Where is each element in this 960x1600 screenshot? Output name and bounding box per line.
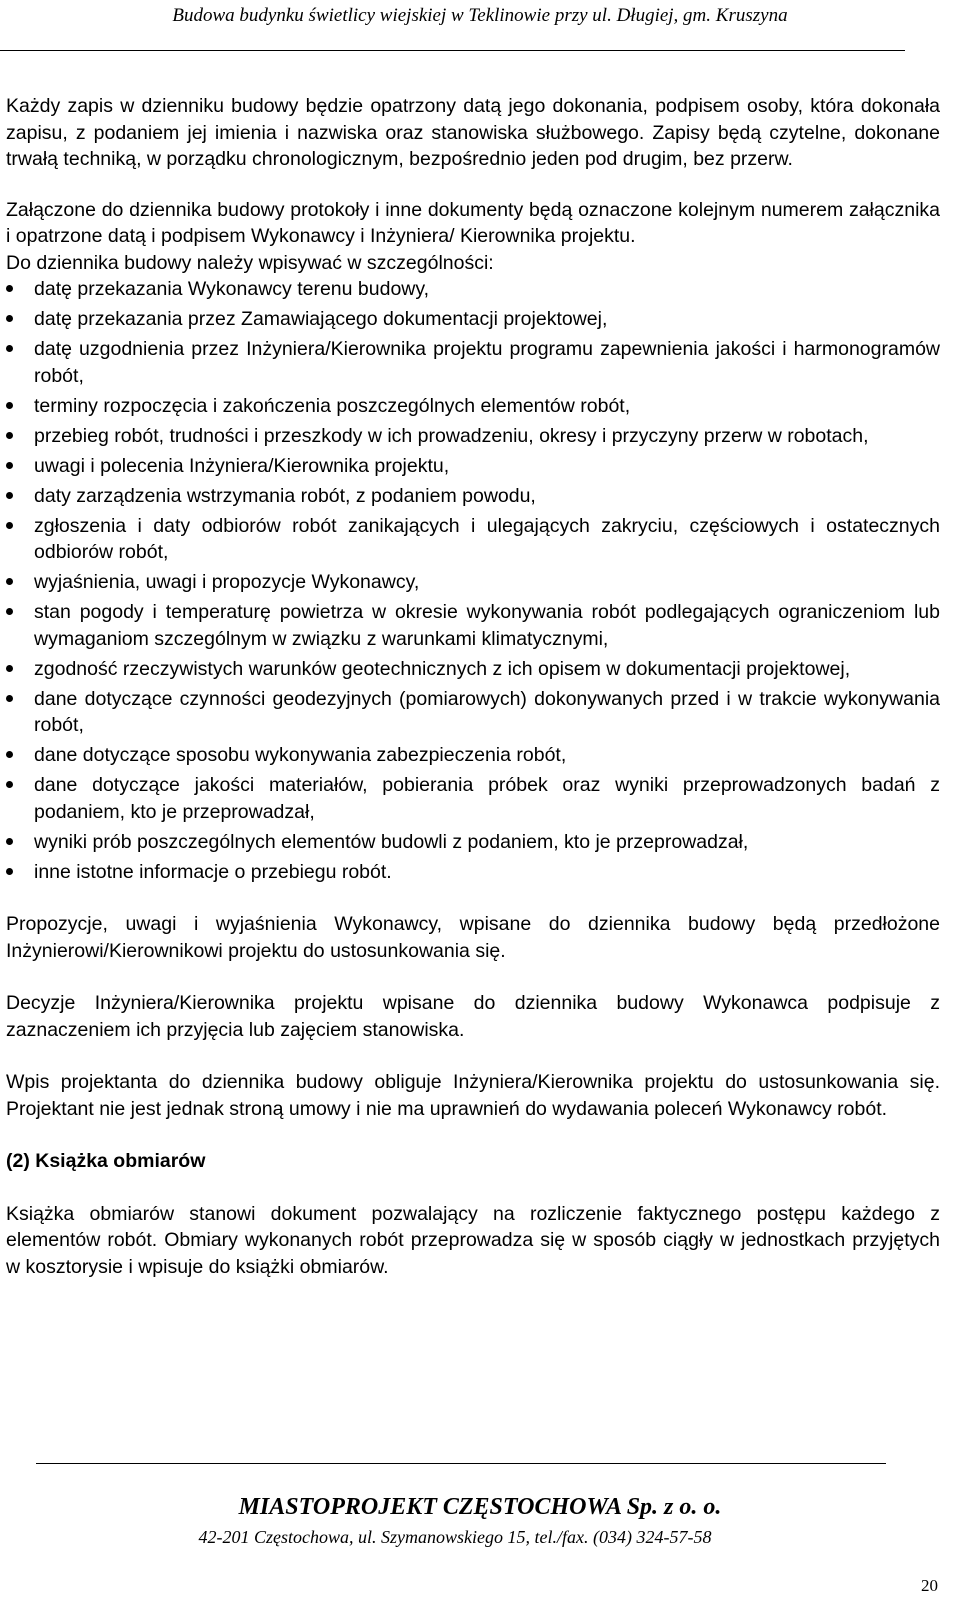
bullet-list-item [6,599,940,652]
bullet-list-item [6,742,940,769]
bullet-dot-icon [6,695,13,702]
bullet-text: datę przekazania Wykonawcy terenu budowy, [34,278,430,300]
bullet-list-item [6,513,940,566]
page-header-title: Budowa budynku świetlicy wiejskiej w Teklinowie przy ul. Długiej, gm. Kruszyna [172,5,788,26]
bullet-dot-icon [6,315,13,322]
bullet-text: uwagi i polecenia Inżyniera/Kierownika projektu, [34,454,450,477]
bullet-text: dane dotyczące sposobu wykonywania zabezpieczenia robót, [34,744,567,766]
bullet-text: zgodność rzeczywistych warunków geotechnicznych z ich opisem w dokumentacji projektowej, [34,657,851,680]
bullet-list-item [6,686,940,739]
paragraph-designer-entry: Wpis projektanta do dziennika budowy obliguje Inżyniera/Kierownika projektu do ustosunkowania się. Projektant nie jest jednak stroną umowy i nie ma uprawnień do wydawania poleceń Wykonawcy robót. [6,1071,940,1120]
bullet-list-item [6,656,940,683]
bullet-text: daty zarządzenia wstrzymania robót, z podaniem powodu, [34,484,536,507]
bullet-list-item [6,569,940,596]
footer-company-name: MIASTOPROJEKT CZĘSTOCHOWA Sp. z o. o. [238,1494,722,1520]
document-body [6,93,940,1280]
paragraph-decisions: Decyzje Inżyniera/Kierownika projektu wpisane do dziennika budowy Wykonawca podpisuje z zaznaczeniem ich przyjęcia lub zajęciem stanowiska. [6,992,940,1041]
bullet-dot-icon [6,751,13,758]
bullet-text: przebieg robót, trudności i przeszkody w ich prowadzeniu, okresy i przyczyny przerw w robotach, [34,424,869,447]
bullet-text: dane dotyczące jakości materiałów, pobierania próbek oraz wyniki przeprowadzonych badań z podaniem, kto je przeprowadzał, [34,774,940,823]
bullet-text: inne istotne informacje o przebiegu robót. [34,860,392,883]
footer-address: 42-201 Częstochowa, ul. Szymanowskiego 15, tel./fax. (034) 324-57-58 [198,1527,712,1547]
bullet-list-item [6,829,940,856]
entries-bullet-list [6,276,940,885]
bullet-dot-icon [6,285,13,292]
bullet-list-item [6,453,940,480]
bullet-dot-icon [6,838,13,845]
bullet-text: wyjaśnienia, uwagi i propozycje Wykonawcy, [34,571,420,593]
bullet-list-item [6,859,940,886]
bullet-dot-icon [6,432,13,439]
bullet-dot-icon [6,608,13,615]
paragraph-proposals: Propozycje, uwagi i wyjaśnienia Wykonawcy, wpisane do dziennika budowy będą przedłożone Inżynierowi/Kierownikowi projektu do ustosunkowania się. [6,913,940,962]
bullet-dot-icon [6,492,13,499]
page-number: 20 [921,1576,938,1595]
footer-divider [36,1463,886,1464]
bullet-text: stan pogody i temperaturę powietrza w okresie wykonywania robót podlegających ograniczeniom lub wymaganiom szczególnym w związku z warunkami klimatycznymi, [34,601,940,650]
bullet-list-item [6,423,940,450]
bullet-text: dane dotyczące czynności geodezyjnych (pomiarowych) dokonywanych przed i w trakcie wykonywania robót, [34,687,940,736]
bullet-text: terminy rozpoczęcia i zakończenia poszczególnych elementów robót, [34,394,631,417]
bullet-dot-icon [6,402,13,409]
bullet-dot-icon [6,665,13,672]
bullet-text: zgłoszenia i daty odbiorów robót zanikających i ulegających zakryciu, częściowych i ostatecznych odbiorów robót, [34,514,940,563]
paragraph-list-intro: Do dziennika budowy należy wpisywać w szczególności: [6,251,494,274]
bullet-dot-icon [6,345,13,352]
section-heading-measurement-book: (2) Książka obmiarów [6,1150,206,1172]
bullet-text: wyniki prób poszczególnych elementów budowli z podaniem, kto je przeprowadzał, [34,830,749,853]
bullet-text: datę przekazania przez Zamawiającego dokumentacji projektowej, [34,308,608,330]
bullet-list-item [6,306,940,333]
bullet-dot-icon [6,781,13,788]
bullet-list-item [6,483,940,510]
bullet-list-item [6,772,940,825]
bullet-list-item [6,276,940,303]
bullet-dot-icon [6,868,13,875]
bullet-list-item [6,393,940,420]
paragraph-measurement-book: Książka obmiarów stanowi dokument pozwalający na rozliczenie faktycznego postępu każdego z elementów robót. Obmiary wykonanych robót przeprowadza się w sposób ciągły w jednostkach przyjętych w kosztorysie i wpisuje do książki obmiarów. [6,1202,940,1278]
bullet-list-item [6,336,940,389]
bullet-dot-icon [6,522,13,529]
bullet-dot-icon [6,462,13,469]
paragraph-entry-rules: Każdy zapis w dzienniku budowy będzie opatrzony datą jego dokonania, podpisem osoby, która dokonała zapisu, z podaniem jej imienia i nazwiska oraz stanowiska służbowego. Zapisy będą czytelne, dokonane trwałą techniką, w porządku chronologicznym, bezpośrednio jeden pod drugim, bez przerw. [6,95,940,170]
bullet-text: datę uzgodnienia przez Inżyniera/Kierownika projektu programu zapewnienia jakości i harmonogramów robót, [34,338,940,387]
bullet-dot-icon [6,578,13,585]
header-divider [0,50,905,51]
paragraph-attachments: Załączone do dziennika budowy protokoły i inne dokumenty będą oznaczone kolejnym numerem załącznika i opatrzone datą i podpisem Wykonawcy i Inżyniera/ Kierownika projektu. [6,198,940,247]
